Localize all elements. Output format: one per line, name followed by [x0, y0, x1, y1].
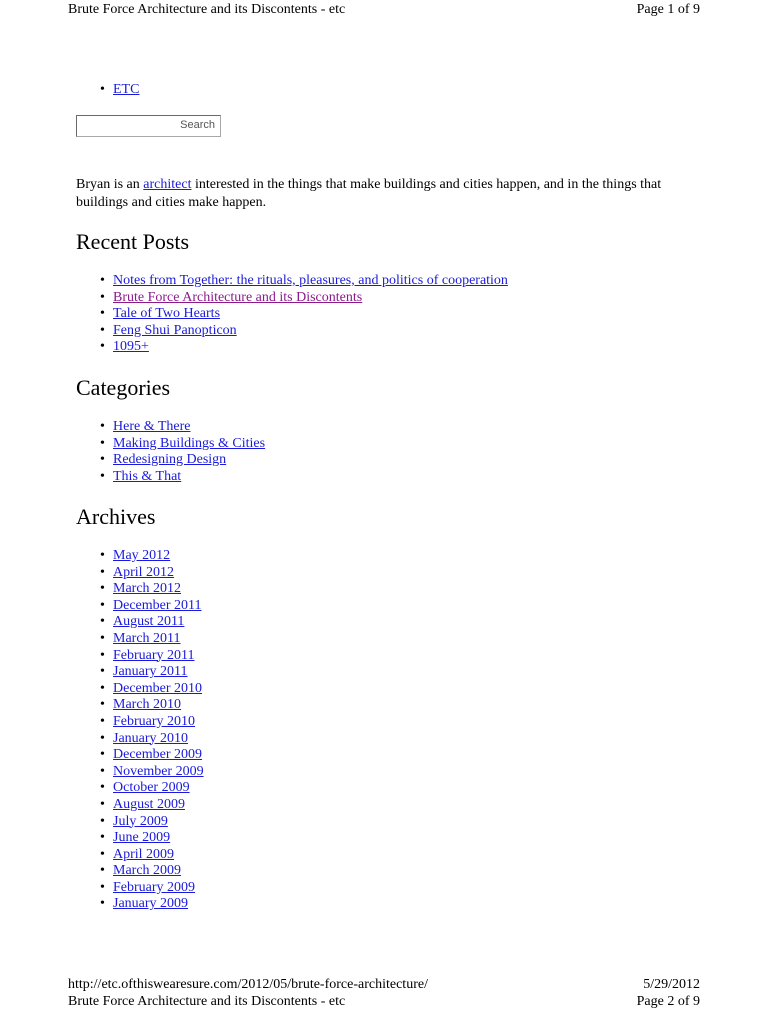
- recent-post-item: [100, 290, 508, 307]
- print-footer-page-number: Page 2 of 9: [636, 994, 700, 1009]
- archive-item: [100, 614, 204, 631]
- archive-month-link[interactable]: October 2009: [113, 780, 190, 796]
- archive-month-link[interactable]: December 2009: [113, 747, 203, 763]
- archive-item: [100, 548, 204, 565]
- category-item: [100, 419, 265, 436]
- site-nav: [100, 82, 139, 99]
- recent-post-item: [100, 339, 508, 356]
- archive-month-link[interactable]: August 2009: [113, 796, 185, 812]
- recent-posts-heading: Recent Posts: [76, 229, 190, 254]
- categories-heading: Categories: [76, 375, 171, 400]
- archive-item: [100, 847, 204, 864]
- archive-item: [100, 631, 204, 648]
- archive-month-link[interactable]: July 2009: [113, 813, 168, 829]
- bio-architect-link[interactable]: architect: [143, 177, 192, 192]
- archive-item: [100, 797, 204, 814]
- category-link[interactable]: Making Buildings & Cities: [113, 435, 266, 451]
- archive-month-link[interactable]: January 2011: [113, 664, 188, 680]
- category-item: [100, 436, 265, 453]
- category-link[interactable]: Here & There: [113, 419, 191, 434]
- category-link[interactable]: Redesigning Design: [113, 452, 227, 468]
- archive-item: [100, 747, 204, 764]
- recent-posts-list: [100, 273, 508, 356]
- recent-post-link[interactable]: Feng Shui Panopticon: [113, 322, 237, 338]
- archive-item: [100, 697, 204, 714]
- search-placeholder: Search: [180, 119, 215, 131]
- search-input[interactable]: [76, 115, 221, 137]
- archive-month-link[interactable]: December 2010: [113, 680, 203, 696]
- archive-month-link[interactable]: March 2012: [113, 581, 182, 597]
- archive-item: [100, 830, 204, 847]
- archive-month-link[interactable]: March 2011: [113, 630, 181, 646]
- archive-month-link[interactable]: February 2009: [113, 879, 196, 895]
- archive-item: [100, 780, 204, 797]
- archive-item: [100, 814, 204, 831]
- archive-month-link[interactable]: April 2009: [113, 846, 175, 862]
- nav-link-etc[interactable]: ETC: [113, 82, 140, 97]
- archive-item: [100, 648, 204, 665]
- nav-item: [100, 82, 139, 99]
- category-link[interactable]: This & That: [113, 468, 182, 484]
- category-item: [100, 469, 265, 486]
- recent-post-link[interactable]: Notes from Together: the rituals, pleasures, and politics of cooperation: [113, 273, 508, 288]
- categories-list: [100, 419, 265, 485]
- bio-prefix: Bryan is an: [76, 177, 144, 192]
- recent-post-item: [100, 273, 508, 290]
- archive-item: [100, 731, 204, 748]
- category-item: [100, 452, 265, 469]
- archive-item: [100, 565, 204, 582]
- author-bio: [76, 176, 696, 212]
- archive-item: [100, 764, 204, 781]
- recent-post-link[interactable]: Tale of Two Hearts: [113, 306, 221, 322]
- recent-post-link[interactable]: 1095+: [113, 339, 149, 355]
- recent-post-link[interactable]: Brute Force Architecture and its Discontents: [113, 289, 363, 305]
- archive-month-link[interactable]: February 2010: [113, 713, 196, 729]
- archives-list: [100, 548, 204, 913]
- recent-post-item: [100, 323, 508, 340]
- archives-heading: Archives: [76, 504, 156, 529]
- archive-item: [100, 863, 204, 880]
- archive-month-link[interactable]: March 2010: [113, 697, 182, 713]
- print-header-page-number: Page 1 of 9: [636, 2, 700, 17]
- archive-item: [100, 664, 204, 681]
- print-header-title: Brute Force Architecture and its Discontents - etc: [68, 2, 346, 17]
- print-footer-title: Brute Force Architecture and its Discontents - etc: [68, 994, 346, 1009]
- archive-month-link[interactable]: February 2011: [113, 647, 195, 663]
- archive-month-link[interactable]: April 2012: [113, 564, 175, 580]
- archive-item: [100, 714, 204, 731]
- print-footer-date: 5/29/2012: [643, 977, 700, 992]
- recent-post-item: [100, 306, 508, 323]
- archive-item: [100, 896, 204, 913]
- bio-suffix: interested in the things that make buildings and cities happen, and in the things that buildings and cities make happen.: [76, 177, 662, 210]
- archive-month-link[interactable]: May 2012: [113, 548, 171, 563]
- archive-month-link[interactable]: November 2009: [113, 763, 204, 779]
- archive-item: [100, 880, 204, 897]
- archive-item: [100, 681, 204, 698]
- archive-item: [100, 581, 204, 598]
- archive-month-link[interactable]: March 2009: [113, 863, 182, 879]
- archive-month-link[interactable]: June 2009: [113, 830, 171, 846]
- archive-month-link[interactable]: August 2011: [113, 614, 185, 630]
- archive-month-link[interactable]: December 2011: [113, 597, 202, 613]
- archive-item: [100, 598, 204, 615]
- print-footer-url: http://etc.ofthiswearesure.com/2012/05/brute-force-architecture/: [68, 977, 428, 992]
- archive-month-link[interactable]: January 2009: [113, 896, 189, 912]
- archive-month-link[interactable]: January 2010: [113, 730, 189, 746]
